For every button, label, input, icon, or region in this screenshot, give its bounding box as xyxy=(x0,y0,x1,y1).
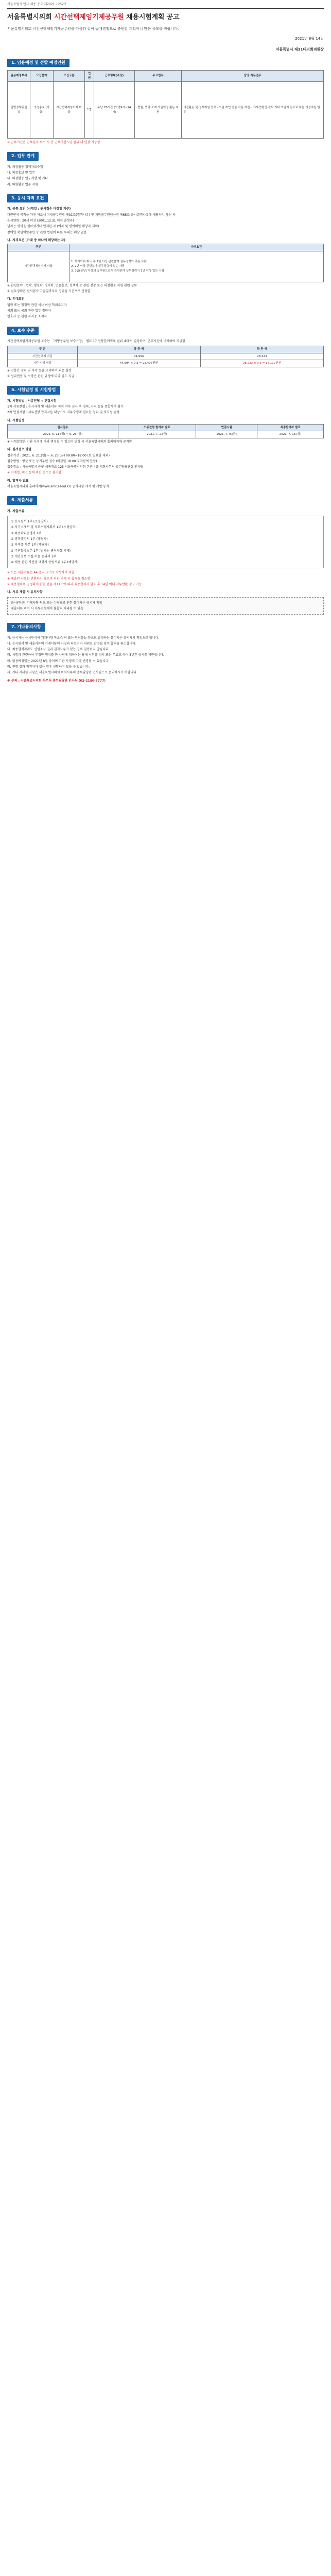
exam-method-list xyxy=(7,404,324,415)
notice-item: 바. 전형 결과 적격자가 없는 경우 선발하지 않을 수 있습니다. xyxy=(7,665,90,669)
th-count: 인원 xyxy=(85,71,94,82)
section-4-title: 4. 보수 수준 xyxy=(7,327,39,335)
section-3-title: 3. 응시 자격 요건 xyxy=(7,194,48,202)
duty-item: 라. 의원활동 업무 지원 xyxy=(7,182,38,187)
th-main-duty: 주요업무 xyxy=(134,71,181,82)
salary-header xyxy=(8,346,324,353)
notice-item: 가. 응시자는 응시원서의 기재사항 착오·누락 또는 연락불능 등으로 발생하는 불이익은 응시자의 책임으로 합니다. xyxy=(7,636,160,640)
duty-item: 다. 의정활동 연구개발 및 기타 xyxy=(7,177,48,181)
section-7-title: 7. 기타유의사항 xyxy=(7,623,45,631)
exam-method-item: 2차 면접시험 : 서류전형 합격자를 대상으로 직무수행에 필요한 능력 및 적격성 검정 xyxy=(7,411,120,415)
title-part3: 채용시험계획 공고 xyxy=(124,13,180,21)
docs-caution-box xyxy=(7,597,324,615)
docs-title: 가. 제출서류 xyxy=(7,509,25,513)
qualification-title: 나. 자격요건 (아래 중 하나에 해당하는 자) xyxy=(7,238,66,242)
header-note: 서울특별시 인사 채용 공고 제2021 - 252호 xyxy=(7,3,67,6)
apply-item: 접수장소 : 서울특별시 중구 세종대로 125 서울특별시의회 본관 4층 의회사무처 총무담당관실 인사팀 xyxy=(7,465,144,469)
cell-final-result: 2021. 7. 16.(금) xyxy=(257,431,324,438)
apply-item: 접수방법 : 방문 또는 등기우편 접수 (마감일 18:00 도착분에 한함) xyxy=(7,459,97,463)
doc-item: ① 응시원서 1부 (소정양식) xyxy=(11,520,48,524)
section-1-title: 1. 임용예정 및 선발 예정인원 xyxy=(7,59,69,67)
schedule-title: 나. 시험일정 xyxy=(7,418,25,422)
cell-detail-duty: 의정활동 및 정책지원 업무 · 의원 개인 법률 자문 지원 · 조례·법령안 검토 기타 의원이 필요로 하는 의정지원 업무 xyxy=(182,82,324,139)
notice-item: 나. 응시원서 및 제출서류의 기재사항이 사실과 다르거나 허위로 판명될 경우 합격을 취소합니다. xyxy=(7,641,136,646)
docs-note: ※ 제출된 서류는 반환하지 않으며 허위 기재 시 합격을 취소함 xyxy=(7,577,91,581)
req-item: 응시연령 : 20세 이상 (2001.12.31 이전 출생자) xyxy=(7,219,74,223)
preference-title: 다. 우대요건 xyxy=(7,297,25,301)
duty-item: 가. 의정활동 정책자료수집 xyxy=(7,165,43,169)
salary-row xyxy=(8,353,324,360)
recruit-table-row xyxy=(8,82,324,139)
qualification-row xyxy=(8,251,324,282)
qual-note: ※ 실무경력은 원서접수 마감일까지의 경력을 기준으로 산정함 xyxy=(7,290,91,294)
th-salary-type: 구 분 xyxy=(8,346,78,353)
doc-item: ⑥ 주민등록초본 1부 (남자는 병적사항 기재) xyxy=(11,549,71,553)
th-field: 모집분야 xyxy=(30,71,53,82)
result-item: 서울특별시의회 홈페이지(www.smc.seoul.kr) 공지사항 게시 및 개별 통지 xyxy=(7,485,109,489)
cell-field: 의정홍보 (가급) xyxy=(30,82,53,139)
schedule-header xyxy=(8,424,324,431)
section-6-title: 6. 제출서류 xyxy=(7,496,37,504)
th-final-result: 최종합격자 발표 xyxy=(257,424,324,431)
doc-item: ② 자기소개서 및 직무수행계획서 1부 (소정양식) xyxy=(11,526,77,530)
th-salary-min: 하 한 액 xyxy=(200,346,323,353)
table1-note: ※ 근무기간은 근무실적 우수 시 총 근무기간 5년 범위 내 연장 가능함 xyxy=(7,141,100,145)
notice-item: 라. 시험과 관련하여 부정한 행위를 한 사람에 대하여는 당해 시험을 정지 또는 무효로 하며 5년간 응시를 제한합니다. xyxy=(7,653,164,657)
cell-salary-min: 28,223 xyxy=(200,353,323,360)
th-salary-max: 상 한 액 xyxy=(77,346,200,353)
preference-item: 의회 또는 국회 관련 업무 경력자 xyxy=(7,309,51,313)
salary-table xyxy=(7,346,324,367)
cell-salary-type: 시간선택제 마급 xyxy=(8,353,78,360)
qualification-table xyxy=(7,244,324,282)
apply-item: 접수기간 : 2021. 6. 21.(월) ~ 6. 25.(금) 09:00~18:00 (토·일요일 제외) xyxy=(7,453,110,457)
section-5-title: 5. 시험일정 및 시험방법 xyxy=(7,386,60,394)
th-detail-duty: 담당 직무업무 xyxy=(182,71,324,82)
th-qual-type: 구분 xyxy=(8,244,69,251)
qual-note: ※ 관련분야 : 법학, 행정학, 정치학, 언론홍보, 정책학 등 관련 전공 또는 의정활동 지원 관련 실무 xyxy=(7,283,137,287)
cell-type: 시간선택제임기제 마급 xyxy=(53,82,85,139)
recruit-table-header xyxy=(8,71,324,82)
cell-doc-result: 2021. 7. 2.(금) xyxy=(118,431,196,438)
page-title xyxy=(7,13,324,22)
notice-item: 사. 기타 자세한 사항은 서울특별시의회 의회사무처 총무담당관 인사팀으로 문의하시기 바랍니다. xyxy=(7,671,137,675)
cell-qual-req: 1. 학사학위 취득 후 1년 이상 관련분야 실무경력이 있는 사람 2. 2년 이상 관련분야 실무경력이 있는 사람 3. 7급(상당) 이상의 공무원으로서 관련분야 실무경력이 1년 이상 있는 사람 xyxy=(69,251,324,282)
doc-item: ⑦ 개인정보 수집·이용 동의서 1부 xyxy=(11,554,57,558)
schedule-table xyxy=(7,424,324,438)
cell-interview: 2021. 7. 9.(금) xyxy=(196,431,257,438)
doc-item: ⑧ 채용 관련 가산점 대상자 증빙서류 1부 (해당자) xyxy=(11,561,79,565)
notice-item: 마. 임용예정일은 2021년 8월 중이며 기관 사정에 따라 변경될 수 있습니다. xyxy=(7,659,110,663)
title-part2: 시간선택제임기제공무원 xyxy=(54,13,124,21)
apply-method-title: 다. 원서접수 방법 xyxy=(7,448,32,452)
intro-text: 서울특별시의회 시간선택제임기제공무원을 다음과 같이 공개경쟁으로 충원할 계획이니 많은 응모를 바랍니다. xyxy=(7,26,179,31)
notice-item: 다. 최종합격자라도 신원조사 결과 결격사유가 있는 경우 임용하지 않습니다. xyxy=(7,648,110,652)
header-divider xyxy=(7,8,324,9)
th-worktype: 근무형태(주당) xyxy=(94,71,134,82)
req-item: 대한민국 국적을 가진 자로서 지방공무원법 제31조(결격사유) 및 지방공무원임용령 제65조 응시결격사유에 해당하지 않는 자 xyxy=(7,213,176,217)
cell-count: 1명 xyxy=(85,82,94,139)
result-title: 라. 합격자 발표 xyxy=(7,479,29,483)
req-item: 남자는 병역을 필하였거나 면제된 자 (여자 및 병역미필 해당자 제외) xyxy=(7,225,99,229)
req-item: 장애인·북한이탈주민 등 관련 법령에 따른 우대는 해당 없음 xyxy=(7,230,87,234)
th-doc-result: 서류전형 합격자 발표 xyxy=(118,424,196,431)
schedule-note: ※ 시험일정은 기관 사정에 따라 변경될 수 있으며 변경 시 서울특별시의회 홈페이지에 공지함 xyxy=(7,439,132,444)
docs-note: ※ 모든 제출서류는 A4 용지 크기로 작성하여 제출 xyxy=(7,571,75,575)
section-2-title: 2. 업무 관계 xyxy=(7,152,39,160)
caution-item: 제출서류 미비 시 서류전형에서 불합격 처리될 수 있음 xyxy=(11,606,83,611)
result-list xyxy=(7,484,324,489)
common-req-list xyxy=(7,213,324,235)
apply-method-list xyxy=(7,453,324,476)
apply-item: ※ 이메일, 팩스 등에 의한 접수는 불가함 xyxy=(7,471,62,475)
cell-salary-max: 44,994 xyxy=(77,353,200,360)
salary-row xyxy=(8,360,324,367)
salary-note: ※ 성과연봉 및 수당은 관련 규정에 따라 별도 지급 xyxy=(7,375,75,379)
preference-item: 변호사 등 관련 자격증 소지자 xyxy=(7,315,47,319)
cell-salary-max: 44,994 × 0.5 = 22,497천원 xyxy=(77,360,200,367)
cell-qual-type: 시간선택제임기제 마급 xyxy=(8,251,69,282)
salary-note: ※ 연봉은 경력 및 자격 등을 고려하여 최종 결정 xyxy=(7,368,72,372)
schedule-row xyxy=(8,431,324,438)
th-interview: 면접시험 xyxy=(196,424,257,431)
th-qual-req: 자격요건 xyxy=(69,244,324,251)
common-req-title: 가. 공통 요건 (시험일 : 원서접수 마감일 기준) xyxy=(7,207,71,211)
cell-dept: 입법정책위원실 xyxy=(8,82,30,139)
cell-worktype: 주당 20시간 (오전9시~14시) xyxy=(94,82,134,139)
th-apply: 원서접수 xyxy=(8,424,118,431)
exam-method-title: 가. 시험방법 : 서류전형 → 면접시험 xyxy=(7,399,57,403)
doc-item: ④ 경력증명서 1부 (해당자) xyxy=(11,537,48,541)
docs-note: ※ 채용절차의 공정화에 관한 법률 제11조에 따라 최종합격자 발표 후 14일 이내 서류반환 청구 가능 xyxy=(7,583,142,586)
doc-item: ⑤ 자격증 사본 1부 (해당자) xyxy=(11,543,49,547)
preference-list xyxy=(7,303,324,319)
announce-date: 2021년 6월 14일 xyxy=(295,37,324,41)
recruit-table xyxy=(7,70,324,139)
exam-method-item: 1차 서류전형 : 응시자격 및 제출서류 적격 여부 심사 후 경력, 자격 등을 종합하여 평가 xyxy=(7,405,124,409)
cell-main-duty: 법률, 법령 조례 의원의정 활동 지원 xyxy=(134,82,181,139)
preference-item: 법학 또는 행정학 관련 석사 이상 학위소지자 xyxy=(7,303,67,307)
cell-apply: 2021. 6. 21.(월) ~ 6. 25.(금) xyxy=(8,431,118,438)
docs-box xyxy=(7,516,324,568)
duty-list xyxy=(7,165,324,187)
qualification-header xyxy=(8,244,324,251)
salary-text: 시간선택제임기제공무원 보수는 「지방공무원 보수규정」 별표 17 연봉한계액표 범위 내에서 결정하며, 근무시간에 비례하여 지급함 xyxy=(7,339,185,343)
cell-salary-min: 28,223 × 0.5 = 14,112천원 xyxy=(200,360,323,367)
doc-item: ③ 최종학력증명서 1부 xyxy=(11,531,42,535)
duty-item: 나. 의정홍보 및 업무 xyxy=(7,171,35,175)
cell-salary-type: 시간 비례 연봉 xyxy=(8,360,78,367)
title-part1: 서울특별시의회 xyxy=(7,13,54,21)
caution-item: 응시원서의 기재사항 착오 또는 누락으로 인한 불이익은 응시자 책임 xyxy=(11,601,102,605)
announce-signature: 서울특별시 제11대의회의원장 xyxy=(275,47,324,52)
notice-list xyxy=(7,636,324,675)
docs-caution-title: 나. 서류 제출 시 유의사항 xyxy=(7,590,43,595)
contact-info: ※ 문의 : 서울특별시의회 사무처 총무담당관 인사팀 (02-2180-7777) xyxy=(7,679,106,683)
th-type: 모집구분 xyxy=(53,71,85,82)
th-dept: 임용예정부서 xyxy=(8,71,30,82)
